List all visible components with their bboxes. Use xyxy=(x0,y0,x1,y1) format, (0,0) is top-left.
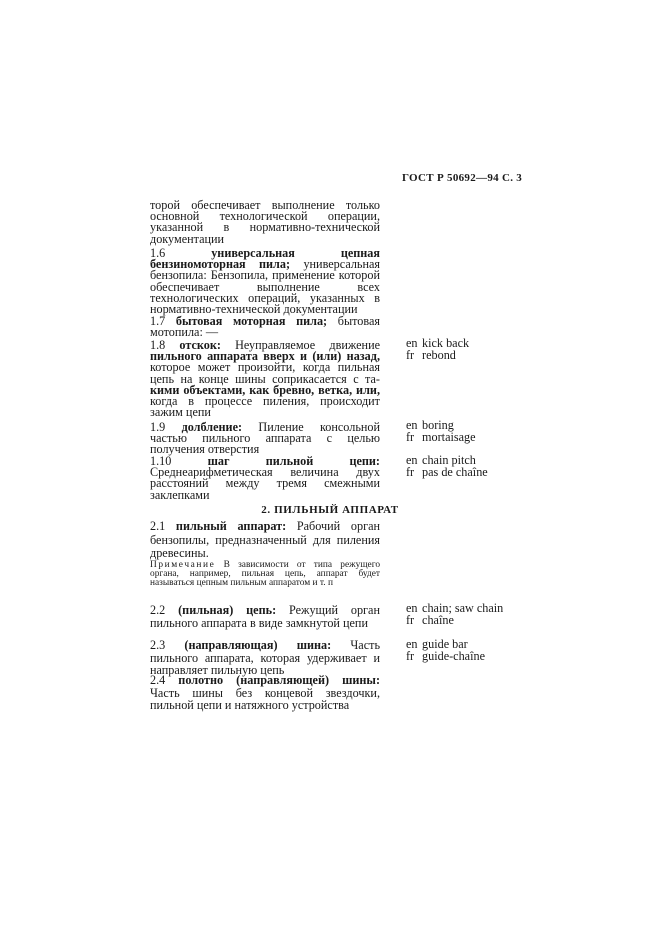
term-1-6: 1.6 универсальная цепная бензиномоторная пила; универсальная бензопила: Бензопила, применение которой обеспечивает выполнение всех технологических операций, указанных в нормативно-технической документации xyxy=(150,246,381,317)
term-2-1: 2.1 пильный аппарат: Рабочий орган бензопилы, предназначенный для пиления древесины. xyxy=(150,519,381,560)
translation-2-2: en chain; saw chain fr chaîne xyxy=(406,601,504,627)
term-1-10: 1.10 шаг пильной цепи: Среднеарифметическая величина двух расстояний между тремя смежными заклепками xyxy=(150,454,380,502)
term-1-7: 1.7 бытовая моторная пила; бытовая мотопила: — xyxy=(150,314,381,340)
term-2-2: 2.2 (пильная) цепь: Режущий орган пильного аппарата в виде замкнутой цепи xyxy=(150,603,380,630)
note: Примечание В зависимости от типа режущего органа, например, пильная цепь, аппарат будет называться цепным пильным аппаратом и т. п xyxy=(150,560,381,589)
term-1-8: 1.8 отскок: Неуправляемое движение пильного аппарата вверх и (или) назад, которое может произойти, когда пильная цепь на конце шины соприкасается с та- кими объектами, как бревно, ветка, или, когда в процессе пиления, происходит зажим цепи xyxy=(150,338,380,420)
term-1-9: 1.9 долбление: Пиление консольной частью пильного аппарата с целью получения отверстия xyxy=(150,420,381,457)
translation-2-3: en guide bar fr guide-chaîne xyxy=(406,637,485,663)
term-2-3: 2.3 (направляющая) шина: Часть пильного аппарата, которая удерживает и направляет пильную цепь xyxy=(150,638,381,677)
translation-1-9: en boring fr mortaisage xyxy=(406,418,476,444)
translation-1-10: en chain pitch fr pas de chaîne xyxy=(406,453,488,479)
page-header: ГОСТ Р 50692—94 С. 3 xyxy=(402,172,523,184)
section-title: 2. ПИЛЬНЫЙ АППАРАТ xyxy=(261,504,399,516)
translation-1-8: en kick back fr rebond xyxy=(406,336,470,362)
paragraph-continuation: торой обеспечивает выполнение только основной технологической операции, указанной в нормативно-технической документации xyxy=(150,198,380,246)
term-2-4: 2.4 полотно (направляющей) шины: Часть шины без концевой звездочки, пильной цепи и натяжного устройства xyxy=(150,673,380,712)
